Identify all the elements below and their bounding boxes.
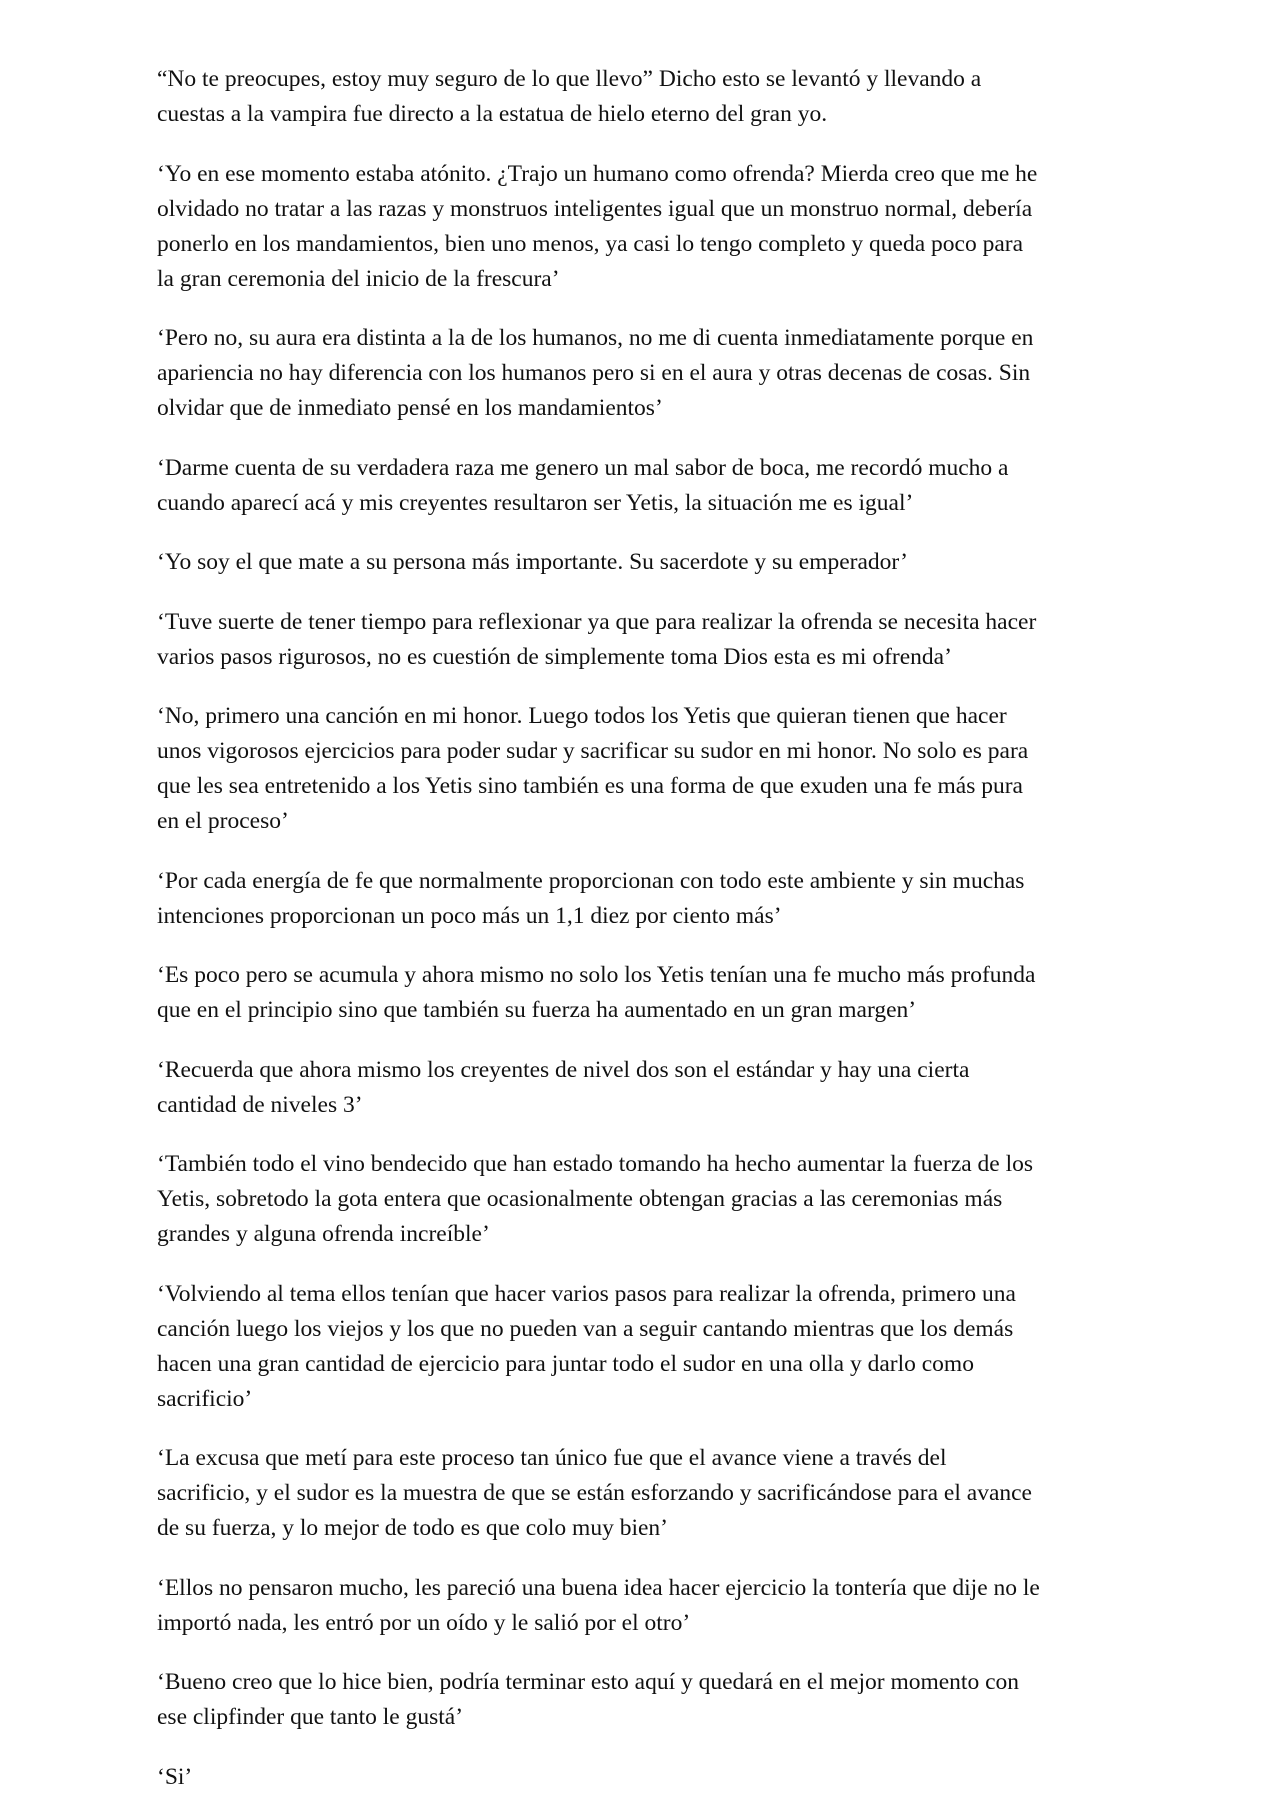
- text-line: la gran ceremonia del inicio de la frescura’: [157, 265, 560, 292]
- text-line: olvidar que de inmediato pensé en los mandamientos’: [157, 395, 663, 421]
- text-line: grandes y alguna ofrenda increíble’: [157, 1221, 490, 1247]
- paragraph: [157, 157, 1157, 297]
- text-line: Yetis, sobretodo la gota entera que ocasionalmente obtengan gracias a las ceremonias más: [157, 1186, 1003, 1212]
- text-line: que en el principio sino que también su fuerza ha aumentado en un gran margen’: [157, 997, 917, 1023]
- text-line: ‘Bueno creo que lo hice bien, podría terminar esto aquí y quedará en el mejor momento con: [157, 1669, 1020, 1695]
- paragraph: [157, 699, 1157, 839]
- text-line: cuando aparecí acá y mis creyentes resultaron ser Yetis, la situación me es igual’: [157, 489, 914, 516]
- text-line: ‘Volviendo al tema ellos tenían que hacer varios pasos para realizar la ofrenda, primero una: [157, 1280, 1016, 1307]
- document-body: [157, 62, 1157, 1819]
- text-line: cantidad de niveles 3’: [157, 1091, 363, 1118]
- text-line: ‘Pero no, su aura era distinta a la de los humanos, no me di cuenta inmediatamente porque en: [157, 325, 1034, 351]
- text-line: ‘Yo soy el que mate a su persona más importante. Su sacerdote y su emperador’: [157, 549, 908, 575]
- paragraph: [157, 1277, 1157, 1417]
- text-line: varios pasos rigurosos, no es cuestión de simplemente toma Dios esta es mi ofrenda’: [157, 643, 952, 670]
- paragraph: [157, 545, 1157, 580]
- text-line: ‘Darme cuenta de su verdadera raza me genero un mal sabor de boca, me recordó mucho a: [157, 454, 1009, 481]
- text-line: de su fuerza, y lo mejor de todo es que colo muy bien’: [157, 1515, 668, 1541]
- text-line: que les sea entretenido a los Yetis sino también es una forma de que exuden una fe más pura: [157, 773, 1023, 799]
- text-line: importó nada, les entró por un oído y le salió por el otro’: [157, 1609, 691, 1636]
- paragraph: [157, 321, 1157, 426]
- text-line: ‘Recuerda que ahora mismo los creyentes de nivel dos son el estándar y hay una cierta: [157, 1056, 970, 1083]
- text-line: canción luego los viejos y los que no pueden van a seguir cantando mientras que los demás: [157, 1315, 1014, 1342]
- paragraph: [157, 1760, 1157, 1795]
- paragraph: [157, 864, 1157, 934]
- text-line: ‘La excusa que metí para este proceso tan único fue que el avance viene a través del: [157, 1445, 947, 1471]
- text-line: apariencia no hay diferencia con los humanos pero si en el aura y otras decenas de cosas. Sin: [157, 360, 1031, 386]
- text-line: ‘Por cada energía de fe que normalmente proporcionan con todo este ambiente y sin muchas: [157, 867, 1025, 894]
- text-line: ‘Es poco pero se acumula y ahora mismo no solo los Yetis tenían una fe mucho más profunda: [157, 962, 1036, 988]
- text-line: en el proceso’: [157, 808, 289, 834]
- text-line: sacrificio, y el sudor es la muestra de que se están esforzando y sacrificándose para el avance: [157, 1480, 1032, 1506]
- paragraph: [157, 62, 1157, 132]
- text-line: ‘Ellos no pensaron mucho, les pareció una buena idea hacer ejercicio la tontería que dije no le: [157, 1574, 1040, 1601]
- text-line: ‘Tuve suerte de tener tiempo para reflexionar ya que para realizar la ofrenda se necesita hacer: [157, 608, 1037, 635]
- text-line: ese clipfinder que tanto le gustá’: [157, 1704, 464, 1730]
- paragraph: [157, 1053, 1157, 1123]
- text-line: ponerlo en los mandamientos, bien uno menos, ya casi lo tengo completo y queda poco para: [157, 230, 1024, 257]
- text-line: sacrificio’: [157, 1385, 253, 1412]
- paragraph: [157, 958, 1157, 1028]
- text-line: olvidado no tratar a las razas y monstruos inteligentes igual que un monstruo normal, debería: [157, 195, 1033, 222]
- text-line: ‘Yo en ese momento estaba atónito. ¿Trajo un humano como ofrenda? Mierda creo que me he: [157, 160, 1038, 187]
- text-line: unos vigorosos ejercicios para poder sudar y sacrificar su sudor en mi honor. No solo es para: [157, 738, 1029, 764]
- text-line: intenciones proporcionan un poco más un 1,1 diez por ciento más’: [157, 902, 782, 929]
- text-line: ‘No, primero una canción en mi honor. Luego todos los Yetis que quieran tienen que hacer: [157, 703, 1007, 729]
- paragraph: [157, 1665, 1157, 1735]
- text-line: hacen una gran cantidad de ejercicio para juntar todo el sudor en una olla y darlo como: [157, 1350, 974, 1377]
- paragraph: [157, 1147, 1157, 1252]
- paragraph: [157, 1441, 1157, 1546]
- paragraph: [157, 605, 1157, 675]
- text-line: cuestas a la vampira fue directo a la estatua de hielo eterno del gran yo.: [157, 101, 828, 127]
- paragraph: [157, 1571, 1157, 1641]
- text-line: ‘Si’: [157, 1763, 193, 1790]
- paragraph: [157, 451, 1157, 521]
- text-line: ‘También todo el vino bendecido que han estado tomando ha hecho aumentar la fuerza de los: [157, 1151, 1034, 1177]
- text-line: “No te preocupes, estoy muy seguro de lo que llevo” Dicho esto se levantó y llevando a: [157, 66, 982, 92]
